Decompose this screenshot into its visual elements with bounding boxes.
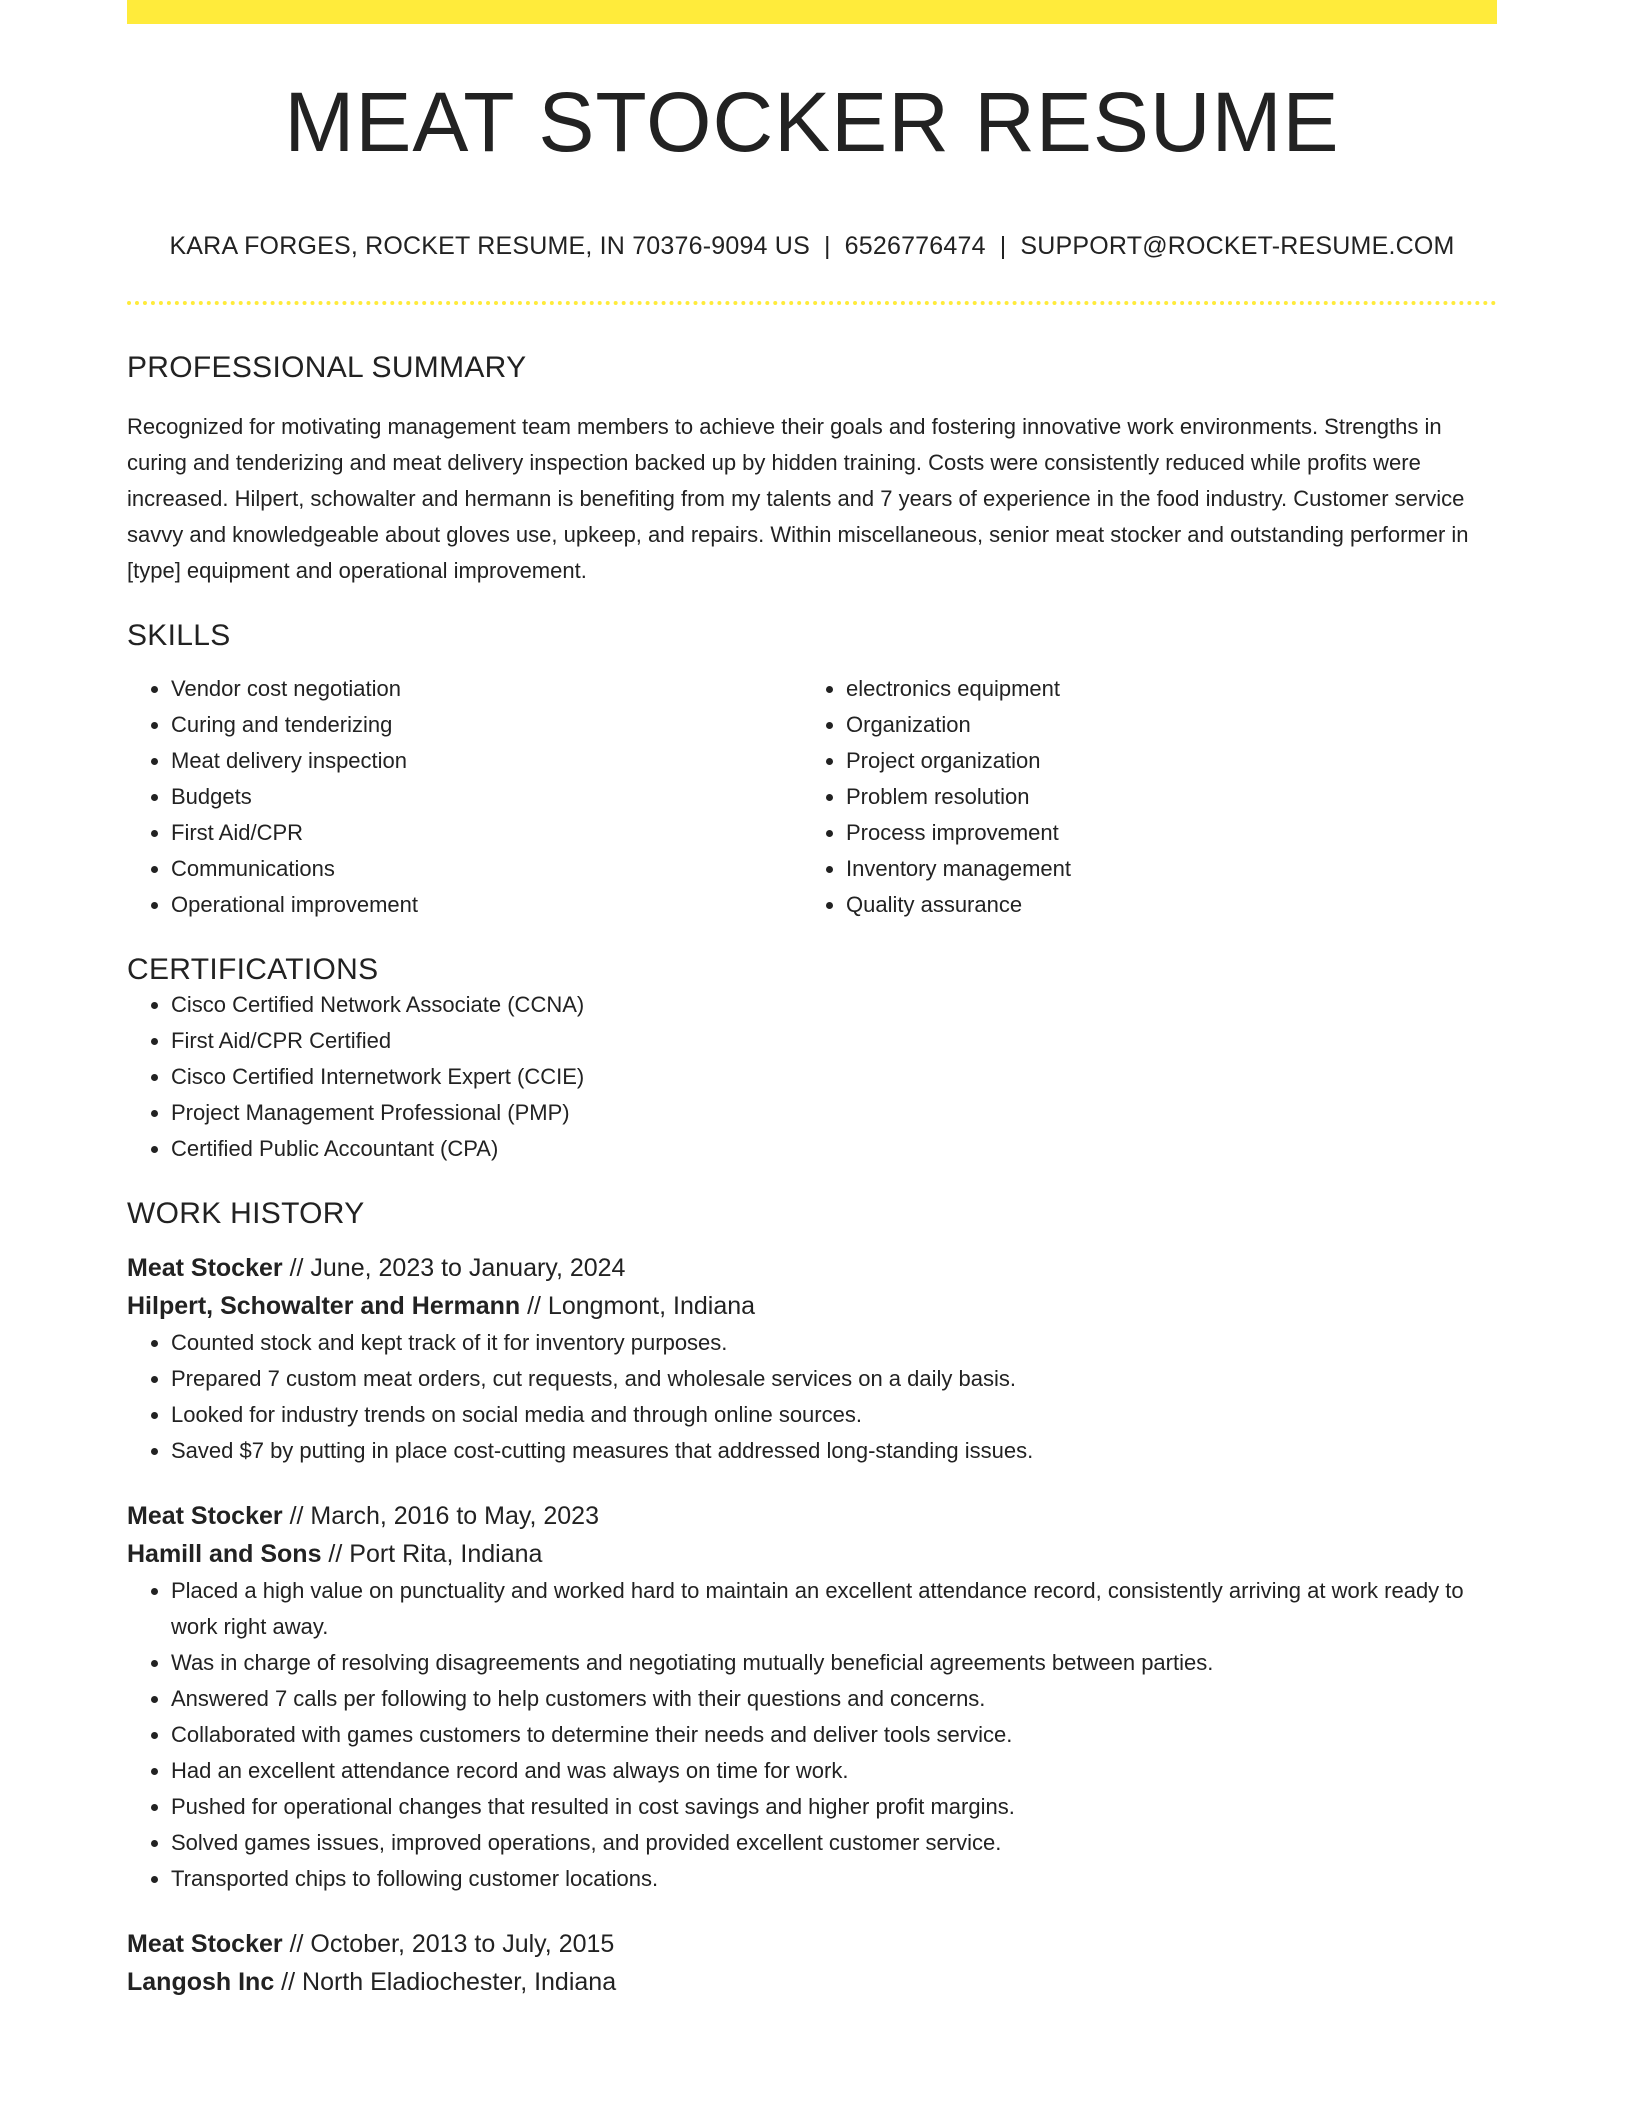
job-company-line	[127, 1287, 1497, 1325]
job-bullet: • Transported chips to following customer locations.	[171, 1861, 1497, 1897]
certification-item: • First Aid/CPR Certified	[171, 1023, 1497, 1059]
job-bullet: • Saved $7 by putting in place cost-cutting measures that addressed long-standing issues.	[171, 1433, 1497, 1469]
job-bullet: • Placed a high value on punctuality and worked hard to maintain an excellent attendance record, consistently arriving at work ready to work right away.	[171, 1573, 1497, 1645]
contact-line	[127, 232, 1497, 261]
contact-email: SUPPORT@ROCKET-RESUME.COM	[1020, 232, 1455, 260]
job-entry	[127, 1925, 1497, 2001]
skills-heading: SKILLS	[127, 619, 231, 652]
job-title-line	[127, 1497, 1497, 1535]
job-dates: // June, 2023 to January, 2024	[282, 1254, 626, 1282]
job-bullet: • Solved games issues, improved operations, and provided excellent customer service.	[171, 1825, 1497, 1861]
certification-item: • Cisco Certified Network Associate (CCNA)	[171, 987, 1497, 1023]
top-accent-bar	[127, 0, 1497, 24]
skills-list-right	[802, 671, 1477, 923]
job-location: // Longmont, Indiana	[520, 1292, 756, 1320]
skill-item: • Meat delivery inspection	[171, 743, 802, 779]
skill-item: • Budgets	[171, 779, 802, 815]
skill-item: • electronics equipment	[846, 671, 1477, 707]
job-location: // Port Rita, Indiana	[321, 1540, 543, 1568]
job-company: Hilpert, Schowalter and Hermann	[127, 1292, 521, 1320]
skill-item: • Organization	[846, 707, 1477, 743]
skill-item: • First Aid/CPR	[171, 815, 802, 851]
contact-phone: 6526776474	[844, 232, 986, 260]
work-history-heading: WORK HISTORY	[127, 1197, 365, 1230]
job-title: Meat Stocker	[127, 1254, 283, 1282]
job-bullet: • Looked for industry trends on social media and through online sources.	[171, 1397, 1497, 1433]
certifications-list	[127, 987, 1497, 1167]
job-company: Hamill and Sons	[127, 1540, 322, 1568]
job-company-line	[127, 1535, 1497, 1573]
certification-item: • Cisco Certified Internetwork Expert (CCIE)	[171, 1059, 1497, 1095]
job-title-line	[127, 1249, 1497, 1287]
skill-item: • Problem resolution	[846, 779, 1477, 815]
contact-separator: |	[823, 232, 831, 260]
resume-title: MEAT STOCKER RESUME	[284, 75, 1340, 169]
skill-item: • Curing and tenderizing	[171, 707, 802, 743]
job-bullet: • Prepared 7 custom meat orders, cut requests, and wholesale services on a daily basis.	[171, 1361, 1497, 1397]
job-dates: // March, 2016 to May, 2023	[282, 1502, 599, 1530]
job-bullet: • Was in charge of resolving disagreements and negotiating mutually beneficial agreements between parties.	[171, 1645, 1497, 1681]
contact-address: KARA FORGES, ROCKET RESUME, IN 70376-9094 US	[169, 232, 810, 260]
job-bullet: • Answered 7 calls per following to help customers with their questions and concerns.	[171, 1681, 1497, 1717]
skill-item: • Inventory management	[846, 851, 1477, 887]
job-company: Langosh Inc	[127, 1968, 275, 1996]
job-entry	[127, 1497, 1497, 1897]
skill-item: • Vendor cost negotiation	[171, 671, 802, 707]
job-dates: // October, 2013 to July, 2015	[282, 1930, 615, 1958]
job-bullet: • Pushed for operational changes that resulted in cost savings and higher profit margins.	[171, 1789, 1497, 1825]
skill-item: • Project organization	[846, 743, 1477, 779]
contact-separator: |	[999, 232, 1007, 260]
skill-item: • Communications	[171, 851, 802, 887]
skill-item: • Quality assurance	[846, 887, 1477, 923]
skills-list-left	[127, 671, 802, 923]
job-bullets	[127, 1325, 1497, 1469]
header-divider	[127, 301, 1497, 305]
job-title: Meat Stocker	[127, 1930, 283, 1958]
certifications-heading: CERTIFICATIONS	[127, 953, 379, 986]
job-bullets	[127, 1573, 1497, 1897]
job-bullet: • Collaborated with games customers to determine their needs and deliver tools service.	[171, 1717, 1497, 1753]
certification-item: • Certified Public Accountant (CPA)	[171, 1131, 1497, 1167]
skill-item: • Process improvement	[846, 815, 1477, 851]
job-title: Meat Stocker	[127, 1502, 283, 1530]
job-title-line	[127, 1925, 1497, 1963]
summary-heading: PROFESSIONAL SUMMARY	[127, 351, 527, 384]
summary-text: Recognized for motivating management team members to achieve their goals and fostering innovative work environments. Strengths in curing and tenderizing and meat delivery inspection backed up by hidden training. Costs were consistently reduced while profits were increased. Hilpert, schowalter and hermann is benefiting from my talents and 7 years of experience in the food industry. Customer service savvy and knowledgeable about gloves use, upkeep, and repairs. Within miscellaneous, senior meat stocker and outstanding performer in [type] equipment and operational improvement.	[127, 414, 1469, 583]
job-bullet: • Had an excellent attendance record and was always on time for work.	[171, 1753, 1497, 1789]
job-company-line	[127, 1963, 1497, 2001]
job-entry	[127, 1249, 1497, 1469]
skills-columns	[127, 671, 1497, 923]
skill-item: • Operational improvement	[171, 887, 802, 923]
job-bullet: • Counted stock and kept track of it for inventory purposes.	[171, 1325, 1497, 1361]
job-location: // North Eladiochester, Indiana	[274, 1968, 617, 1996]
certification-item: • Project Management Professional (PMP)	[171, 1095, 1497, 1131]
resume-page	[127, 0, 1497, 2001]
